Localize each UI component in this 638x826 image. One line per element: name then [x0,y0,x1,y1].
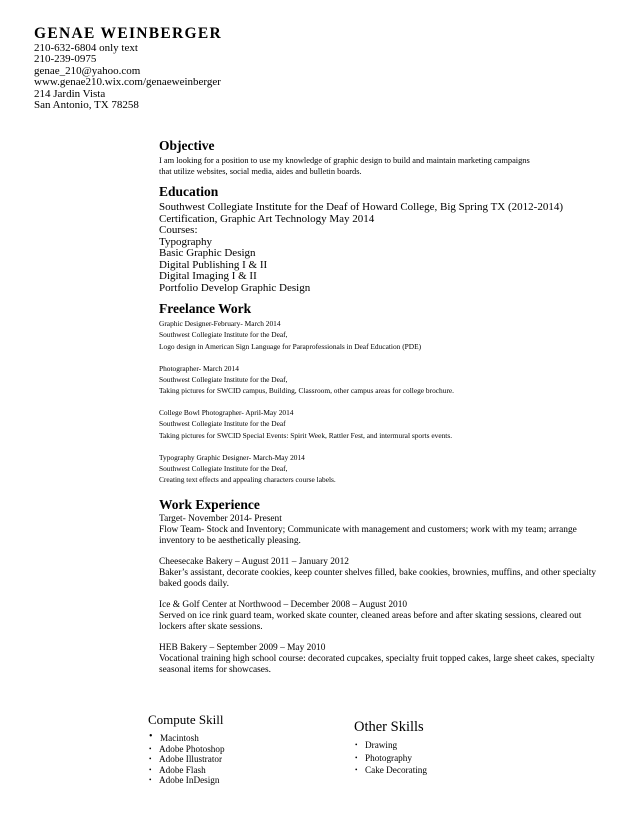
work-title: Cheesecake Bakery – August 2011 – January 2012 [159,556,349,567]
work-desc: Vocational training high school course: decorated cupcakes, specialty fruit topped cakes, large sheet cakes, specialty seasonal items for showcases. [159,653,595,675]
freelance-org: Southwest Collegiate Institute for the Deaf [159,419,286,429]
freelance-desc: Logo design in American Sign Language for Paraprofessionals in Deaf Education (PDE) [159,341,422,351]
list-item: • Macintosh [148,733,225,744]
candidate-name: GENAE WEINBERGER [34,25,223,42]
education-line: Courses: [159,224,198,236]
other-skills-section [354,719,427,777]
list-item: • Adobe Flash [148,765,225,776]
freelance-title: Graphic Designer-February- March 2014 [159,319,281,328]
email: genae_210@yahoo.com [34,64,141,77]
compute-skill-list [148,733,225,786]
freelance-title: College Bowl Photographer- April-May 2014 [159,408,294,418]
contact-block [34,43,221,111]
education-line: Basic Graphic Design [159,247,256,259]
compute-skill-heading: Compute Skill [148,712,224,727]
education-line: Portfolio Develop Graphic Design [159,281,311,294]
address-city: San Antonio, TX 78258 [34,99,139,112]
freelance-org: Southwest Collegiate Institute for the Deaf, [159,330,288,340]
phone-primary: 210-632-6804 only text [34,42,138,54]
work-desc: Served on ice rink guard team, worked skate counter, cleaned areas before and after skating sessions, cleared out lockers after skate sessions. [159,610,582,632]
list-item: • Adobe InDesign [148,775,225,786]
compute-skill-section [148,712,225,786]
objective-text [159,155,599,177]
education-list [159,202,599,294]
work-heading: Work Experience [159,496,260,512]
list-item: • Cake Decorating [354,764,427,777]
freelance-section [159,301,599,486]
freelance-org: Southwest Collegiate Institute for the Deaf, [159,374,288,384]
freelance-entry [159,452,599,486]
work-entry [159,643,599,676]
objective-line: I am looking for a position to use my knowledge of graphic design to build and maintain marketing campaigns [159,156,530,165]
list-item: • Adobe Illustrator [148,754,225,765]
objective-section [159,138,599,177]
work-desc: Flow Team- Stock and Inventory; Communicate with management and customers; work with my team; arrange inventory to be aesthetically pleasing. [159,524,577,546]
address-street: 214 Jardin Vista [34,87,106,100]
list-item: • Drawing [354,739,427,752]
other-skills-list [354,739,427,777]
phone-secondary: 210-239-0975 [34,53,97,66]
website: www.genae210.wix.com/genaeweinberger [34,76,221,89]
work-title: Target- November 2014- Present [159,513,282,524]
freelance-desc: Creating text effects and appealing characters course labels. [159,475,336,485]
freelance-title: Typography Graphic Designer- March-May 2014 [159,452,305,462]
work-title: HEB Bakery – September 2009 – May 2010 [159,642,326,653]
work-desc: Baker’s assistant, decorate cookies, keep counter shelves filled, bake cookies, brownies, muffins, and other specialty baked goods daily. [159,567,597,589]
work-entry [159,600,599,633]
list-item: • Adobe Photoshop [148,744,225,755]
education-line: Certification, Graphic Art Technology May 2014 [159,212,375,225]
education-line: Digital Imaging I & II [159,270,257,282]
resume-main [159,138,599,686]
education-line: Typography [159,235,212,248]
freelance-title: Photographer- March 2014 [159,363,239,373]
freelance-desc: Taking pictures for SWCID campus, Building, Classroom, other campus areas for college brochure. [159,386,455,396]
education-heading: Education [159,184,219,199]
freelance-heading: Freelance Work [159,301,252,316]
work-entry [159,557,599,590]
objective-heading: Objective [159,138,215,153]
list-item: • Photography [354,752,427,765]
freelance-entry [159,318,599,352]
work-section [159,497,599,676]
education-line: Southwest Collegiate Institute for the Deaf of Howard College, Big Spring TX (2012-2014) [159,201,563,213]
other-skills-heading: Other Skills [354,719,424,735]
freelance-entry [159,407,599,441]
freelance-org: Southwest Collegiate Institute for the Deaf, [159,464,288,474]
work-title: Ice & Golf Center at Northwood – December 2008 – August 2010 [159,599,408,610]
work-entry [159,514,599,547]
education-line: Digital Publishing I & II [159,258,268,271]
education-section [159,184,599,294]
freelance-entry [159,363,599,397]
objective-line: that utilize websites, social media, aides and bulletin boards. [159,167,362,176]
freelance-desc: Taking pictures for SWCID Special Events: Spirit Week, Rattler Fest, and intermural sports events. [159,430,453,440]
